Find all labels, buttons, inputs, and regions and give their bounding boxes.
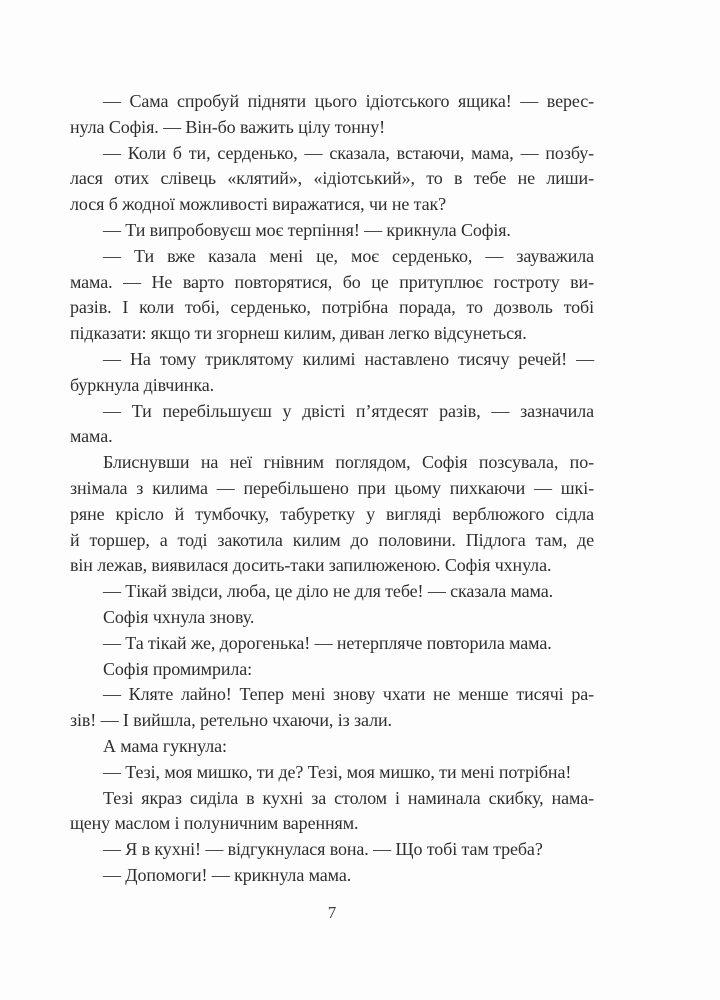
text-line: разів. І коли тобі, серденько, потрібна порада, то дозволь тобі <box>70 297 594 318</box>
paragraph <box>70 682 594 734</box>
page-text <box>70 89 594 889</box>
paragraph <box>70 141 594 218</box>
paragraph <box>70 657 594 683</box>
paragraph <box>70 837 594 863</box>
text-line: Блиснувши на неї гнівним поглядом, Софія позсувала, по- <box>103 452 594 473</box>
paragraph <box>70 863 594 889</box>
paragraph <box>70 218 594 244</box>
text-line: — Коли б ти, серденько, — сказала, встаючи, мама, — позбу- <box>103 142 594 163</box>
text-line: — Ти перебільшуєш у двісті п’ятдесят разів, — зазначила <box>103 400 594 421</box>
text-line: мама. <box>70 426 113 447</box>
text-line: підказати: якщо ти згорнеш килим, диван легко відсунеться. <box>70 323 527 344</box>
text-line: знімала з килима — перебільшено при цьому пихкаючи — шкі- <box>70 477 594 498</box>
text-line: — Сама спробуй підняти цього ідіотського ящика! — верес- <box>103 91 594 111</box>
paragraph <box>70 244 594 347</box>
paragraph <box>70 786 594 838</box>
text-line: лося б жодної можливості виражатися, чи не так? <box>70 194 447 215</box>
text-line: мама. — Не варто повторятися, бо це притуплює гостроту ви- <box>70 271 594 292</box>
text-line: — Ти випробовуєш моє терпіння! — крикнула Софія. <box>103 219 511 240</box>
paragraph <box>70 347 594 399</box>
text-line: А мама гукнула: <box>103 735 227 756</box>
paragraph <box>70 89 594 141</box>
text-line: ряне крісло й тумбочку, табуретку у вигляді верблюжого сідла <box>70 503 594 524</box>
text-line: — Тезі, моя мишко, ти де? Тезі, моя мишко, ти мені потрібна! <box>103 761 572 782</box>
paragraph <box>70 760 594 786</box>
text-line: й торшер, а тоді закотила килим до половини. Підлога там, де <box>70 529 594 550</box>
text-line: щену маслом і полуничним варенням. <box>70 813 359 834</box>
paragraph <box>70 579 594 605</box>
text-line: — Ти вже казала мені це, моє серденько, — зауважила <box>103 245 594 266</box>
text-line: Тезі якраз сиділа в кухні за столом і наминала скибку, нама- <box>103 787 594 808</box>
paragraph <box>70 631 594 657</box>
page-number: 7 <box>327 903 337 922</box>
text-line: — Допомоги! — крикнула мама. <box>103 864 352 885</box>
text-line: він лежав, виявилася досить-таки запилюженою. Софія чхнула. <box>70 555 552 576</box>
text-line: нула Софія. — Він-бо важить цілу тонну! <box>70 116 386 137</box>
text-line: буркнула дівчинка. <box>70 374 214 395</box>
paragraph <box>70 399 594 451</box>
text-line: — На тому триклятому килимі наставлено тисячу речей! — <box>103 348 594 369</box>
text-line: Софія промимрила: <box>103 658 253 679</box>
paragraph <box>70 605 594 631</box>
text-line: — Я в кухні! — відгукнулася вона. — Що тобі там треба? <box>103 839 543 860</box>
text-line: Софія чхнула знову. <box>103 606 255 627</box>
text-line: — Тікай звідси, люба, це діло не для тебе! — сказала мама. <box>103 581 554 602</box>
paragraph <box>70 734 594 760</box>
text-line: зів! — І вийшла, ретельно чхаючи, із зали. <box>70 710 392 731</box>
text-line: — Та тікай же, дорогенька! — нетерпляче повторила мама. <box>103 632 552 653</box>
text-line: — Кляте лайно! Тепер мені знову чхати не менше тисячі ра- <box>103 684 594 705</box>
text-line: лася отих слівець «клятий», «ідіотський», то в тебе не лиши- <box>70 168 594 189</box>
paragraph <box>70 450 594 579</box>
